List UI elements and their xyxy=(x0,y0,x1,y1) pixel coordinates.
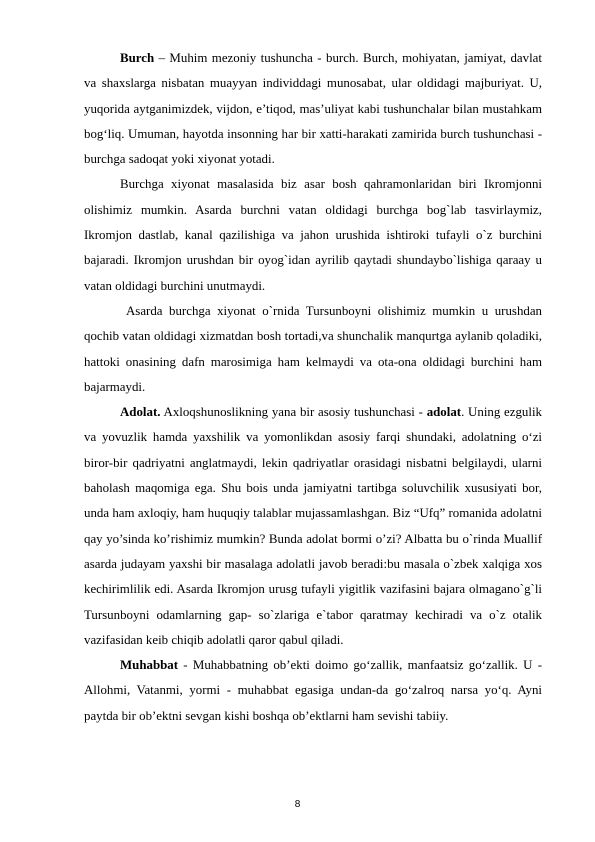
paragraph-burchga-xiyonat xyxy=(84,172,542,298)
adolat-text-part1: Axloqshunoslikning yana bir asosiy tushunchasi - xyxy=(160,405,427,420)
term-adolat: Adolat. xyxy=(120,405,161,420)
paragraph-burch xyxy=(84,46,542,172)
adolat-text-part2: . Uning ezgulik va yovuzlik hamda yaxshilik va yomonlikdan asosiy farqi shundaki, adolatning o‘zi biror-bir qadriyatni anglatmaydi, lekin qadriyatlar orasidagi nisbatni belgilaydi, ularni baholash maqomiga ega. Shu bois unda jamiyatni tartibga soluvchilik xususiyati bor, unda ham axloqiy, ham huquqiy talablar mujassamlashgan. Biz “Ufq” romanida adolatni qay yo’sinda ko’rishimiz mumkin? Bunda adolat bormi o’zi? Albatta bu o`rinda Muallif asarda judayam yaxshi bir masalaga adolatli javob beradi:bu masala o`zbek xalqiga xos kechirimlilik edi. Asarda Ikromjon urusg tufayli yigitlik vazifasini bajara olmagano`g`li Tursunboyni odamlarning gap- so`zlariga e`tabor qaratmay kechiradi va o`z otalik vazifasidan keib chiqib adolatli qaror qabul qiladi. xyxy=(84,405,542,647)
paragraph-adolat xyxy=(84,400,542,653)
paragraph-muhabbat xyxy=(84,653,542,729)
term-burch: Burch xyxy=(120,51,155,65)
paragraph-burch-text: – Muhim mezoniy tushuncha - burch. Burch, mohiyatan, jamiyat, davlat va shaxslarga nisbatan muayyan individdagi munosabat, ular oldidagi majburiyat. U, yuqorida aytganimizdek, vijdon, e’tiqod, mas’uliyat kabi tushunchalar bilan mustahkam bog‘liq. Umuman, hayotda insonning har bir xatti-harakati zamirida burch tushunchasi - burchga sadoqat yoki xiyonat yotadi. xyxy=(84,51,542,167)
paragraph-adolat-text xyxy=(84,405,542,647)
term-muhabbat: Muhabbat xyxy=(120,658,179,673)
paragraph-tursunboy xyxy=(84,299,542,400)
paragraph-tursunboy-text: Asarda burchga xiyonat o`rnida Tursunboyni olishimiz mumkin u urushdan qochib vatan oldidagi xizmatdan bosh tortadi,va shunchalik manqurtga aylanib qoladiki, hattoki onasining dafn marosimiga ham kelmaydi va ota-ona oldidagi burchini ham bajarmaydi. xyxy=(84,303,542,394)
paragraph-burchga-xiyonat-text: Burchga xiyonat masalasida biz asar bosh qahramonlaridan biri Ikromjonni olishimiz mumkin. Asarda burchni vatan oldidagi burchga bog`lab tasvirlaymiz, Ikromjon dastlab, kanal qazilishiga va jahon urushida ishtiroki tufayli o`z burchini bajaradi. Ikromjon urushdan bir oyog`idan ayrilib qaytadi shundaybo`lishiga qaraay u vatan oldidagi burchini unutmaydi. xyxy=(84,177,542,293)
page-number: 8 xyxy=(294,799,301,810)
adolat-inline-bold: adolat xyxy=(426,405,462,420)
document-page xyxy=(84,46,542,729)
paragraph-muhabbat-text: - Muhabbatning ob’ekti doimo go‘zallik, manfaatsiz go‘zallik. U - Allohmi, Vatanmi, yormi - muhabbat egasiga undan-da go‘zalroq narsa yo‘q. Ayni paytda bir ob’ektni sevgan kishi boshqa ob’ektlarni ham sevishi tabiiy. xyxy=(84,658,542,723)
